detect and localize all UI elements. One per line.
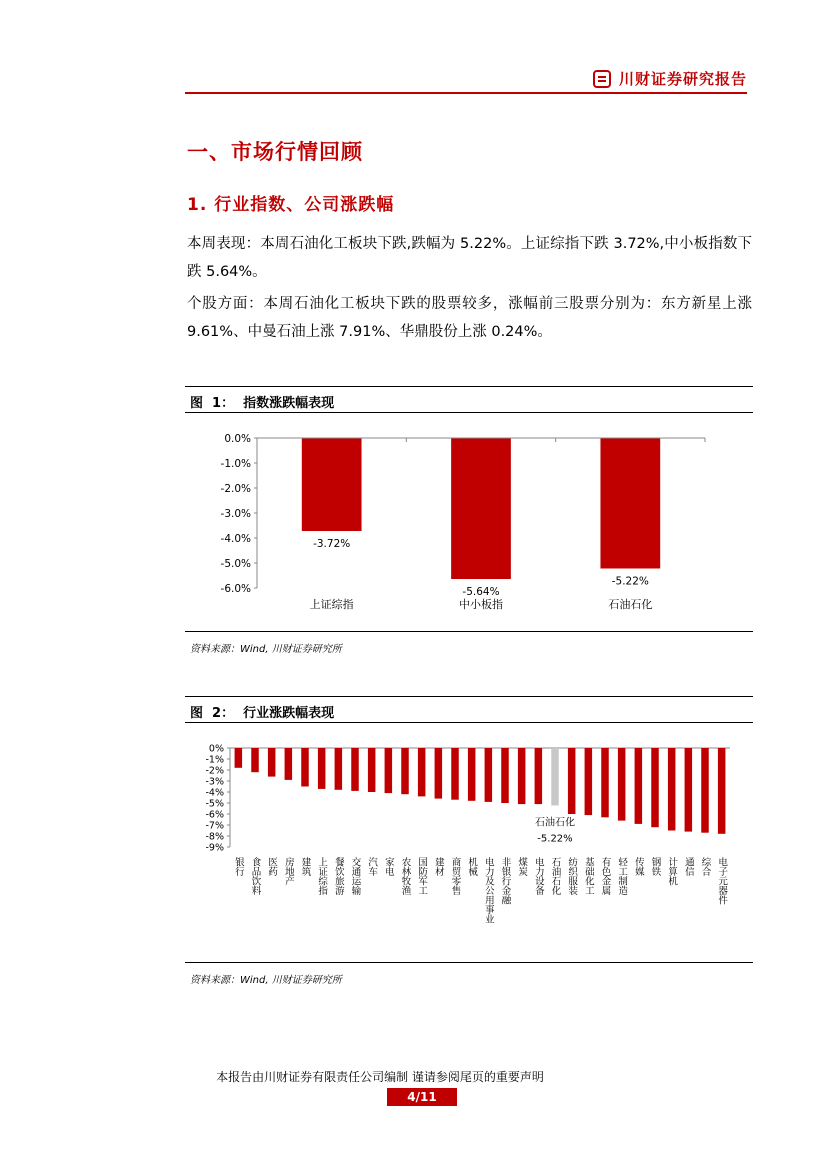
category-label: 家电	[382, 857, 394, 876]
bar-餐饮旅游	[335, 748, 343, 790]
figure2-source: 资料来源：Wind, 川财证券研究所	[190, 975, 342, 986]
y-tick-label: -7%	[205, 820, 224, 832]
y-tick-label: -3.0%	[220, 508, 251, 520]
category-label: 石油石化	[608, 598, 653, 611]
bar-建材	[435, 748, 443, 799]
bar-钢铁	[651, 748, 659, 827]
bar-有色金属	[601, 748, 609, 817]
category-label: 银行	[232, 857, 244, 876]
bar-农林牧渔	[401, 748, 409, 794]
bar-中小板指	[451, 438, 511, 579]
category-label: 建材	[432, 857, 444, 876]
bar-汽车	[368, 748, 376, 792]
figure2-top-rule	[185, 696, 753, 697]
y-tick-label: -5%	[205, 798, 224, 810]
bar-基础化工	[585, 748, 593, 815]
section-title: 一、市场行情回顾	[187, 140, 363, 164]
page-number: 4/11	[387, 1088, 457, 1106]
figure1-source: 资料来源：Wind, 川财证券研究所	[190, 644, 342, 655]
bar-电力及公用事业	[485, 748, 493, 802]
bar-传媒	[635, 748, 643, 824]
annotation-value: -5.22%	[537, 833, 573, 845]
category-label: 计算机	[666, 857, 678, 886]
category-label: 房地产	[282, 857, 294, 886]
bar-电力设备	[535, 748, 543, 804]
bar-非银行金融	[501, 748, 509, 803]
y-tick-label: -1.0%	[220, 458, 251, 470]
bar-轻工制造	[618, 748, 626, 821]
figure1-bottom-rule	[185, 631, 753, 632]
footer-disclaimer: 本报告由川财证券有限责任公司编制 谨请参阅尾页的重要声明	[216, 1070, 544, 1084]
paragraph-weekly-performance: 本周表现：本周石油化工板块下跌,跌幅为 5.22%。上证综指下跌 3.72%,中小板指数下跌 5.64%。	[187, 236, 752, 280]
bar-上证综指	[302, 438, 362, 531]
y-tick-label: -5.0%	[220, 558, 251, 570]
bar-国防军工	[418, 748, 426, 796]
data-label: -5.22%	[611, 575, 649, 588]
category-label: 钢铁	[649, 857, 661, 876]
category-label: 餐饮旅游	[332, 857, 344, 895]
bar-煤炭	[518, 748, 526, 804]
header-rule	[185, 92, 747, 94]
y-tick-label: -8%	[205, 831, 224, 843]
category-label: 有色金属	[599, 857, 611, 895]
y-tick-label: -6.0%	[220, 583, 251, 595]
data-label: -5.64%	[462, 586, 500, 598]
category-label: 石油石化	[549, 857, 561, 895]
data-label: -3.72%	[313, 538, 351, 550]
bar-机械	[468, 748, 476, 801]
y-tick-label: 0%	[208, 743, 224, 755]
category-label: 电子元器件	[716, 857, 728, 905]
category-label: 国防军工	[416, 857, 428, 895]
bar-纺织服装	[568, 748, 576, 814]
figure1-title: 图 1： 指数涨跌幅表现	[190, 396, 335, 411]
bar-交通运输	[351, 748, 359, 791]
category-label: 非银行金融	[499, 857, 511, 905]
bar-通信	[685, 748, 693, 832]
category-label: 医药	[266, 857, 278, 876]
y-tick-label: -6%	[205, 809, 224, 821]
y-tick-label: -3%	[205, 776, 224, 788]
category-label: 电力及公用事业	[482, 857, 494, 924]
figure1-top-rule	[185, 386, 753, 387]
y-tick-label: -9%	[205, 842, 224, 854]
category-label: 轻工制造	[616, 857, 628, 895]
category-label: 农林牧渔	[399, 857, 411, 895]
category-label: 建筑	[299, 857, 311, 876]
category-label: 煤炭	[516, 857, 528, 876]
bar-商贸零售	[451, 748, 459, 800]
bar-银行	[235, 748, 243, 768]
y-tick-label: 0.0%	[224, 433, 251, 445]
y-tick-label: -2%	[205, 765, 224, 777]
figure2-title: 图 2： 行业涨跌幅表现	[190, 706, 335, 721]
category-label: 中小板指	[459, 598, 503, 611]
industry-change-chart	[185, 735, 753, 960]
paragraph-stocks: 个股方面：本周石油化工板块下跌的股票较多，涨幅前三股票分别为：东方新星上涨 9.61%、中曼石油上涨 7.91%、华鼎股份上涨 0.24%。	[187, 296, 752, 340]
bar-家电	[385, 748, 393, 793]
bar-食品饮料	[251, 748, 259, 772]
category-label: 食品饮料	[249, 857, 261, 895]
category-label: 基础化工	[582, 857, 594, 895]
bar-医药	[268, 748, 276, 777]
category-label: 交通运输	[349, 857, 361, 895]
section-subtitle: 1. 行业指数、公司涨跌幅	[187, 195, 395, 215]
category-label: 商贸零售	[449, 857, 461, 895]
bar-石油石化	[551, 748, 559, 805]
figure1-title-rule	[185, 412, 753, 413]
annotation-label: 石油石化	[535, 817, 575, 829]
bar-综合	[701, 748, 709, 833]
y-tick-label: -2.0%	[220, 483, 251, 495]
category-label: 传媒	[632, 857, 644, 876]
category-label: 上证综指	[316, 857, 328, 895]
figure2-title-rule	[185, 722, 753, 723]
category-label: 综合	[699, 857, 711, 876]
bar-石油石化	[600, 438, 660, 569]
bar-计算机	[668, 748, 676, 831]
bar-上证综指	[318, 748, 326, 789]
y-tick-label: -4.0%	[220, 533, 251, 545]
company-logo-icon	[593, 70, 611, 88]
category-label: 通信	[682, 857, 694, 876]
category-label: 纺织服装	[566, 857, 578, 895]
y-tick-label: -1%	[205, 754, 224, 766]
y-tick-label: -4%	[205, 787, 224, 799]
figure2-bottom-rule	[185, 962, 753, 963]
category-label: 汽车	[366, 857, 378, 876]
category-label: 机械	[466, 857, 478, 876]
index-change-chart	[185, 420, 753, 620]
category-label: 电力设备	[532, 857, 544, 895]
bar-建筑	[301, 748, 309, 787]
brand-header	[593, 68, 747, 89]
brand-name: 川财证券研究报告	[618, 70, 747, 88]
category-label: 上证综指	[309, 598, 354, 611]
bar-房地产	[285, 748, 293, 780]
bar-电子元器件	[718, 748, 726, 834]
